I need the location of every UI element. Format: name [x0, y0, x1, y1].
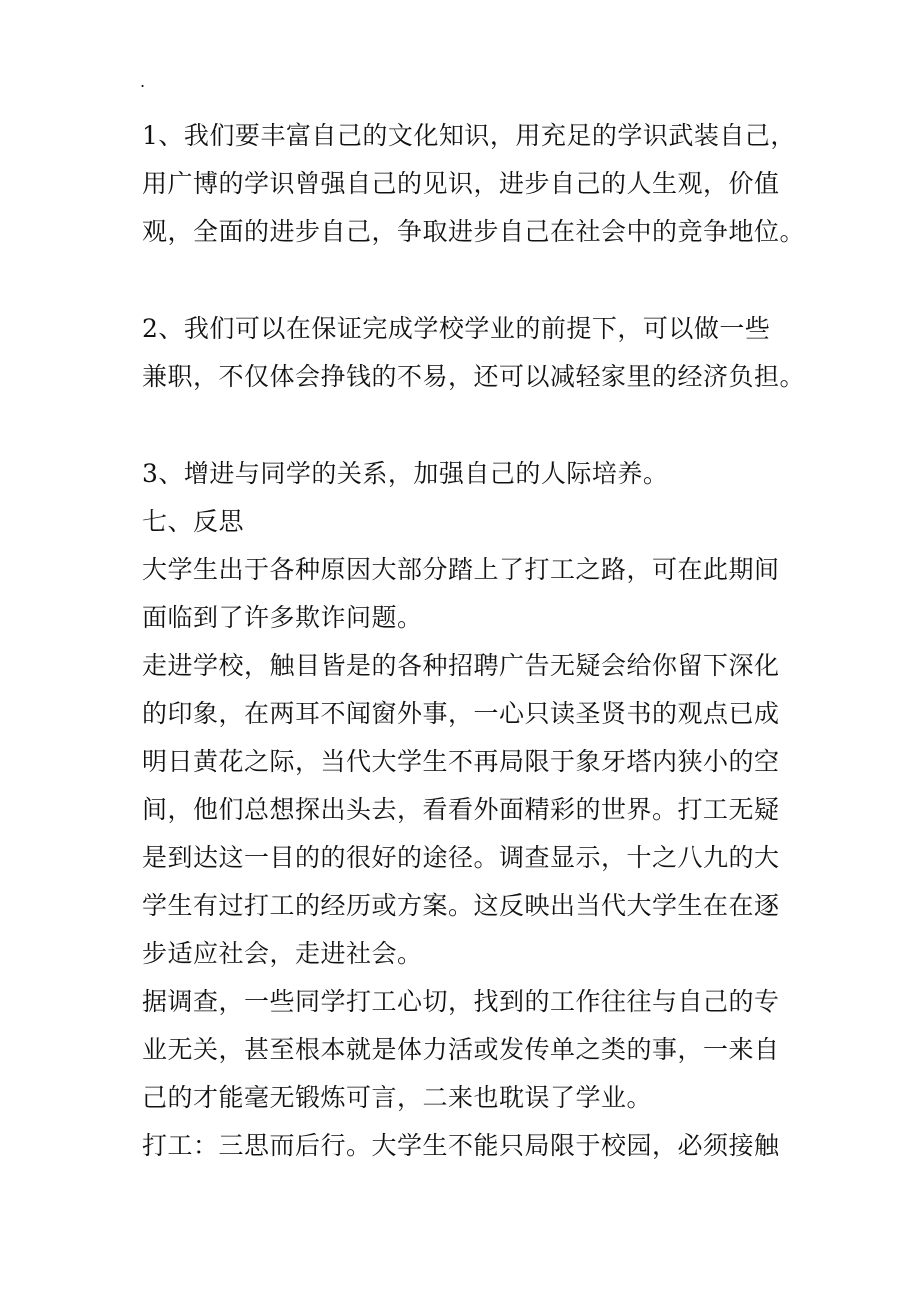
text-line: 兼职，不仅体会挣钱的不易，还可以减轻家里的经济负担。: [142, 362, 806, 391]
text-line: 打工：三思而后行。大学生不能只局限于校园，必须接触: [142, 1131, 780, 1160]
text-line: 1、我们要丰富自己的文化知识，用充足的学识武装自己，: [142, 121, 796, 150]
text-line: 3、增进与同学的关系，加强自己的人际培养。: [142, 459, 669, 488]
text-line: 明日黄花之际，当代大学生不再局限于象牙塔内狭小的空: [142, 747, 780, 776]
text-line: 2、我们可以在保证完成学校学业的前提下，可以做一些: [142, 314, 771, 343]
text-line: 间，他们总想探出头去，看看外面精彩的世界。打工无疑: [142, 795, 780, 824]
text-line: 观，全面的进步自己，争取进步自己在社会中的竞争地位。: [142, 217, 806, 246]
text-line: 走进学校，触目皆是的各种招聘广告无疑会给你留下深化: [142, 651, 780, 680]
text-line: 业无关，甚至根本就是体力活或发传单之类的事，一来自: [142, 1035, 780, 1064]
text-line: 己的才能毫无锻炼可言，二来也耽误了学业。: [142, 1083, 653, 1112]
text-line: 用广博的学识曾强自己的见识，进步自己的人生观，价值: [142, 169, 780, 198]
text-line: 据调查，一些同学打工心切，找到的工作往往与自己的专: [142, 987, 780, 1016]
text-line: 步适应社会，走进社会。: [142, 939, 423, 968]
text-line: 是到达这一目的的很好的途径。调查显示，十之八九的大: [142, 843, 780, 872]
text-line: 面临到了许多欺诈问题。: [142, 603, 423, 632]
text-line: 学生有过打工的经历或方案。这反映出当代大学生在在逐: [142, 891, 780, 920]
section-heading: 七、反思: [142, 507, 245, 536]
text-line: 大学生出于各种原因大部分踏上了打工之路，可在此期间: [142, 555, 780, 584]
text-line: 的印象，在两耳不闻窗外事，一心只读圣贤书的观点已成: [142, 699, 780, 728]
page-marker: .: [140, 72, 146, 91]
